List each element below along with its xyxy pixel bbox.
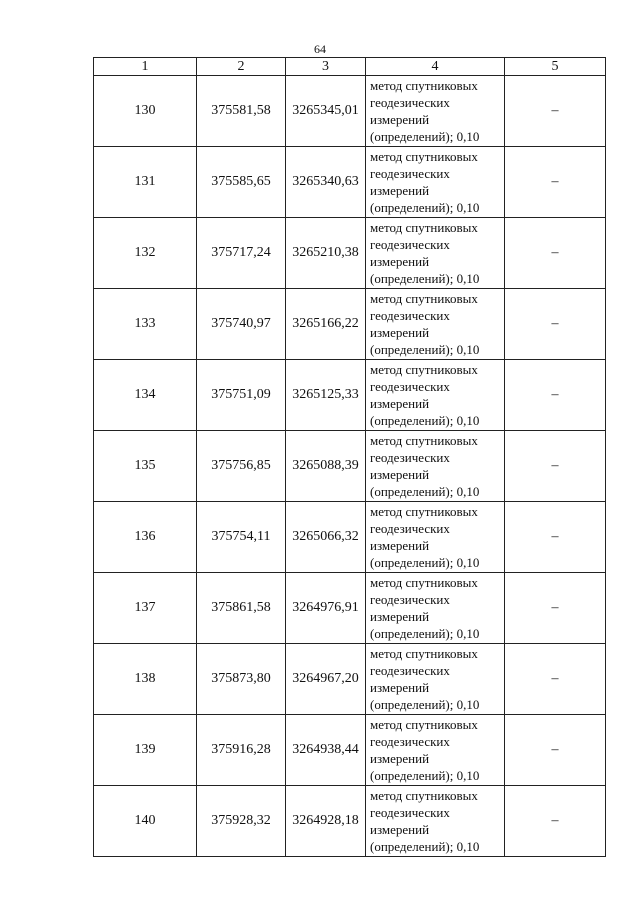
column-header-3: 3 bbox=[286, 58, 366, 76]
note-cell: – bbox=[505, 289, 606, 360]
y-coordinate-cell: 3264938,44 bbox=[286, 715, 366, 786]
table-row bbox=[94, 147, 606, 218]
point-number-cell: 130 bbox=[94, 76, 197, 147]
method-line: геодезических bbox=[370, 734, 450, 749]
method-line: метод спутниковых bbox=[370, 362, 478, 377]
y-coordinate-cell: 3265210,38 bbox=[286, 218, 366, 289]
note-cell: – bbox=[505, 786, 606, 857]
note-cell: – bbox=[505, 360, 606, 431]
table-header-row bbox=[94, 58, 606, 76]
x-coordinate-cell: 375751,09 bbox=[197, 360, 286, 431]
note-cell: – bbox=[505, 76, 606, 147]
y-coordinate-cell: 3265345,01 bbox=[286, 76, 366, 147]
y-coordinate-cell: 3265340,63 bbox=[286, 147, 366, 218]
y-coordinate-cell: 3264928,18 bbox=[286, 786, 366, 857]
method-cell bbox=[366, 147, 505, 218]
method-line: (определений); 0,10 bbox=[370, 200, 480, 215]
point-number-cell: 133 bbox=[94, 289, 197, 360]
point-number-cell: 132 bbox=[94, 218, 197, 289]
x-coordinate-cell: 375754,11 bbox=[197, 502, 286, 573]
coordinates-table bbox=[93, 57, 606, 857]
method-line: (определений); 0,10 bbox=[370, 271, 480, 286]
y-coordinate-cell: 3264976,91 bbox=[286, 573, 366, 644]
x-coordinate-cell: 375740,97 bbox=[197, 289, 286, 360]
column-header-2: 2 bbox=[197, 58, 286, 76]
table-row bbox=[94, 502, 606, 573]
method-line: (определений); 0,10 bbox=[370, 626, 480, 641]
table-row bbox=[94, 76, 606, 147]
method-cell bbox=[366, 218, 505, 289]
note-cell: – bbox=[505, 218, 606, 289]
x-coordinate-cell: 375873,80 bbox=[197, 644, 286, 715]
x-coordinate-cell: 375928,32 bbox=[197, 786, 286, 857]
method-line: измерений bbox=[370, 822, 430, 837]
method-cell bbox=[366, 786, 505, 857]
method-line: измерений bbox=[370, 112, 430, 127]
note-cell: – bbox=[505, 644, 606, 715]
point-number-cell: 135 bbox=[94, 431, 197, 502]
method-line: метод спутниковых bbox=[370, 504, 478, 519]
x-coordinate-cell: 375581,58 bbox=[197, 76, 286, 147]
point-number-cell: 136 bbox=[94, 502, 197, 573]
point-number-cell: 131 bbox=[94, 147, 197, 218]
method-line: (определений); 0,10 bbox=[370, 555, 480, 570]
column-header-4: 4 bbox=[366, 58, 505, 76]
note-cell: – bbox=[505, 502, 606, 573]
method-cell bbox=[366, 715, 505, 786]
y-coordinate-cell: 3265166,22 bbox=[286, 289, 366, 360]
table-row bbox=[94, 715, 606, 786]
method-line: (определений); 0,10 bbox=[370, 768, 480, 783]
method-line: геодезических bbox=[370, 308, 450, 323]
y-coordinate-cell: 3264967,20 bbox=[286, 644, 366, 715]
y-coordinate-cell: 3265066,32 bbox=[286, 502, 366, 573]
method-line: геодезических bbox=[370, 95, 450, 110]
point-number-cell: 139 bbox=[94, 715, 197, 786]
point-number-cell: 134 bbox=[94, 360, 197, 431]
method-line: (определений); 0,10 bbox=[370, 342, 480, 357]
column-header-5: 5 bbox=[505, 58, 606, 76]
y-coordinate-cell: 3265125,33 bbox=[286, 360, 366, 431]
method-line: (определений); 0,10 bbox=[370, 413, 480, 428]
point-number-cell: 137 bbox=[94, 573, 197, 644]
table-row bbox=[94, 786, 606, 857]
method-line: (определений); 0,10 bbox=[370, 484, 480, 499]
table-row bbox=[94, 289, 606, 360]
method-line: метод спутниковых bbox=[370, 433, 478, 448]
method-line: (определений); 0,10 bbox=[370, 129, 480, 144]
method-cell bbox=[366, 502, 505, 573]
method-line: измерений bbox=[370, 680, 430, 695]
method-line: измерений bbox=[370, 467, 430, 482]
column-header-1: 1 bbox=[94, 58, 197, 76]
method-line: геодезических bbox=[370, 663, 450, 678]
method-line: метод спутниковых bbox=[370, 646, 478, 661]
method-line: геодезических bbox=[370, 379, 450, 394]
note-cell: – bbox=[505, 573, 606, 644]
method-cell bbox=[366, 76, 505, 147]
method-line: (определений); 0,10 bbox=[370, 839, 480, 854]
table-row bbox=[94, 644, 606, 715]
table-body bbox=[94, 76, 606, 857]
method-line: метод спутниковых bbox=[370, 78, 478, 93]
method-line: геодезических bbox=[370, 592, 450, 607]
method-line: метод спутниковых bbox=[370, 788, 478, 803]
method-line: (определений); 0,10 bbox=[370, 697, 480, 712]
x-coordinate-cell: 375861,58 bbox=[197, 573, 286, 644]
method-line: метод спутниковых bbox=[370, 220, 478, 235]
point-number-cell: 138 bbox=[94, 644, 197, 715]
table-row bbox=[94, 431, 606, 502]
x-coordinate-cell: 375585,65 bbox=[197, 147, 286, 218]
x-coordinate-cell: 375717,24 bbox=[197, 218, 286, 289]
note-cell: – bbox=[505, 147, 606, 218]
x-coordinate-cell: 375916,28 bbox=[197, 715, 286, 786]
y-coordinate-cell: 3265088,39 bbox=[286, 431, 366, 502]
method-line: геодезических bbox=[370, 521, 450, 536]
method-line: измерений bbox=[370, 538, 430, 553]
method-line: метод спутниковых bbox=[370, 717, 478, 732]
method-cell bbox=[366, 360, 505, 431]
method-line: геодезических bbox=[370, 237, 450, 252]
note-cell: – bbox=[505, 431, 606, 502]
method-line: измерений bbox=[370, 609, 430, 624]
method-cell bbox=[366, 431, 505, 502]
method-line: геодезических bbox=[370, 805, 450, 820]
method-line: измерений bbox=[370, 325, 430, 340]
note-cell: – bbox=[505, 715, 606, 786]
method-line: метод спутниковых bbox=[370, 291, 478, 306]
method-line: метод спутниковых bbox=[370, 575, 478, 590]
table-row bbox=[94, 573, 606, 644]
method-line: измерений bbox=[370, 751, 430, 766]
x-coordinate-cell: 375756,85 bbox=[197, 431, 286, 502]
method-line: измерений bbox=[370, 183, 430, 198]
method-cell bbox=[366, 573, 505, 644]
method-line: измерений bbox=[370, 396, 430, 411]
method-line: метод спутниковых bbox=[370, 149, 478, 164]
method-line: геодезических bbox=[370, 450, 450, 465]
method-cell bbox=[366, 644, 505, 715]
method-line: геодезических bbox=[370, 166, 450, 181]
page-number: 64 bbox=[314, 42, 326, 56]
method-line: измерений bbox=[370, 254, 430, 269]
table-row bbox=[94, 360, 606, 431]
method-cell bbox=[366, 289, 505, 360]
table-row bbox=[94, 218, 606, 289]
point-number-cell: 140 bbox=[94, 786, 197, 857]
